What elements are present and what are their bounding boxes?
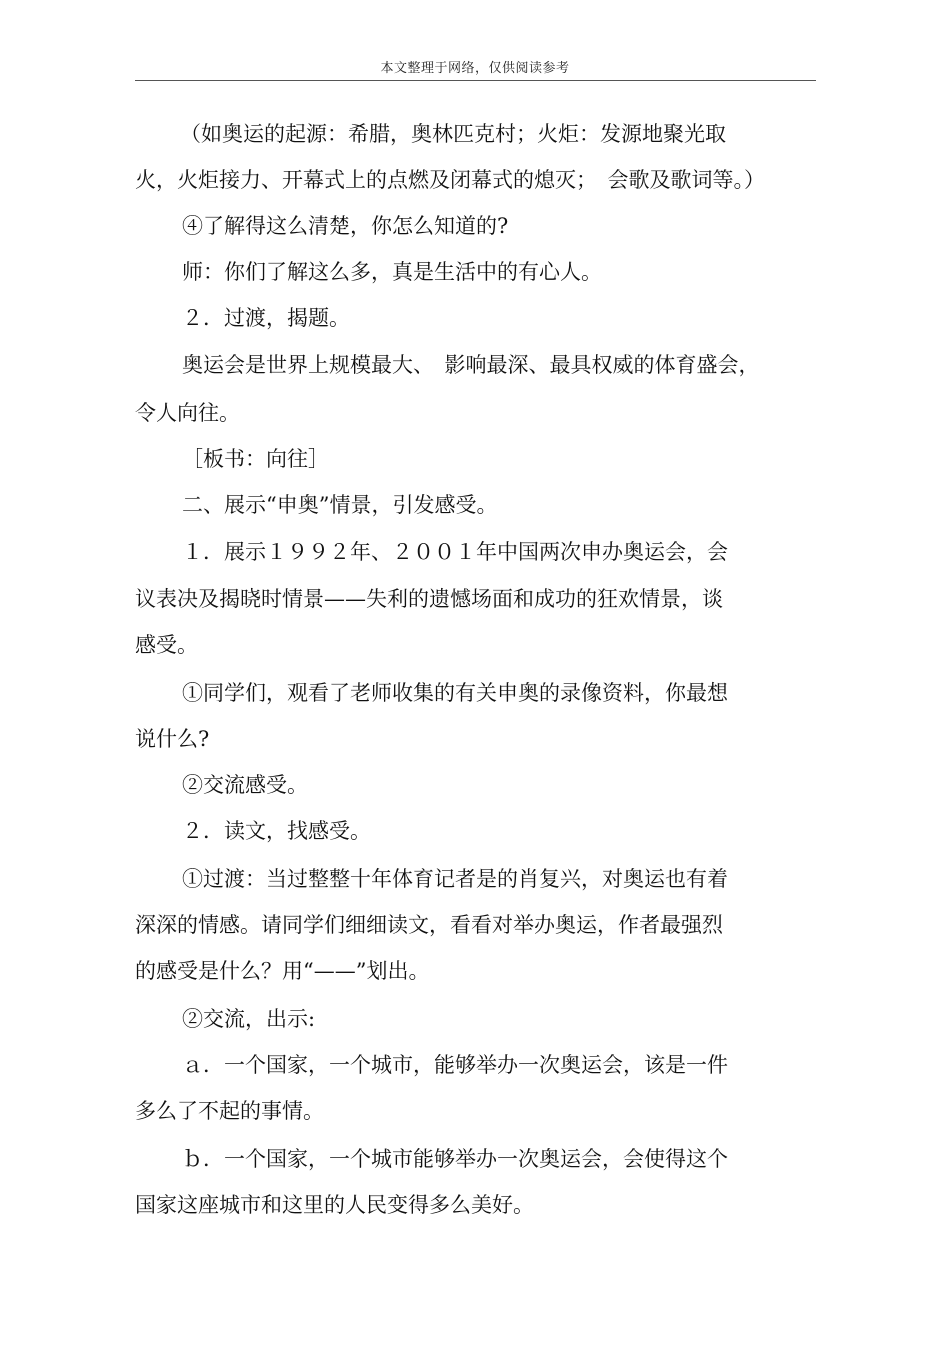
paragraph-line: １．展示１９９２年、２００１年中国两次申办奥运会，会 <box>182 540 728 564</box>
paragraph-line: ａ．一个国家，一个城市，能够举办一次奥运会，该是一件 <box>182 1053 728 1077</box>
paragraph-line: 深深的情感。请同学们细细读文，看看对举办奥运，作者最强烈 <box>135 913 723 937</box>
paragraph-line: ①过渡：当过整整十年体育记者是的肖复兴，对奥运也有着 <box>182 867 728 891</box>
paragraph-line: ２．读文，找感受。 <box>182 819 371 843</box>
paragraph-line: ［板书：向往］ <box>182 447 329 471</box>
paragraph-line: 国家这座城市和这里的人民变得多么美好。 <box>135 1193 534 1217</box>
paragraph-line: 的感受是什么？用“——”划出。 <box>135 959 430 983</box>
paragraph-line: 师：你们了解这么多，真是生活中的有心人。 <box>182 260 602 284</box>
paragraph-line: 感受。 <box>135 633 198 657</box>
paragraph-line: ②交流感受。 <box>182 773 308 797</box>
paragraph-line: 令人向往。 <box>135 401 240 425</box>
paragraph-line: ④了解得这么清楚，你怎么知道的? <box>182 214 509 238</box>
page-header: 本文整理于网络，仅供阅读参考 <box>380 61 570 76</box>
paragraph-line: 议表决及揭晓时情景——失利的遗憾场面和成功的狂欢情景，谈 <box>135 587 723 611</box>
paragraph-line: 多么了不起的事情。 <box>135 1099 324 1123</box>
paragraph-line: ｂ．一个国家，一个城市能够举办一次奥运会，会使得这个 <box>182 1147 728 1171</box>
paragraph-line: ２．过渡，揭题。 <box>182 306 350 330</box>
paragraph-line: 二、展示“申奥”情景，引发感受。 <box>182 493 498 517</box>
paragraph-line: 说什么? <box>135 727 210 751</box>
paragraph-line: 奥运会是世界上规模最大、 影响最深、最具权威的体育盛会， <box>182 353 760 377</box>
paragraph-line: ②交流，出示: <box>182 1007 316 1031</box>
paragraph-line: 火，火炬接力、开幕式上的点燃及闭幕式的熄灭； 会歌及歌词等。） <box>135 168 765 192</box>
paragraph-line: （如奥运的起源：希腊，奥林匹克村；火炬：发源地聚光取 <box>180 122 726 146</box>
paragraph-line: ①同学们，观看了老师收集的有关申奥的录像资料，你最想 <box>182 681 728 705</box>
header-rule <box>135 80 816 81</box>
